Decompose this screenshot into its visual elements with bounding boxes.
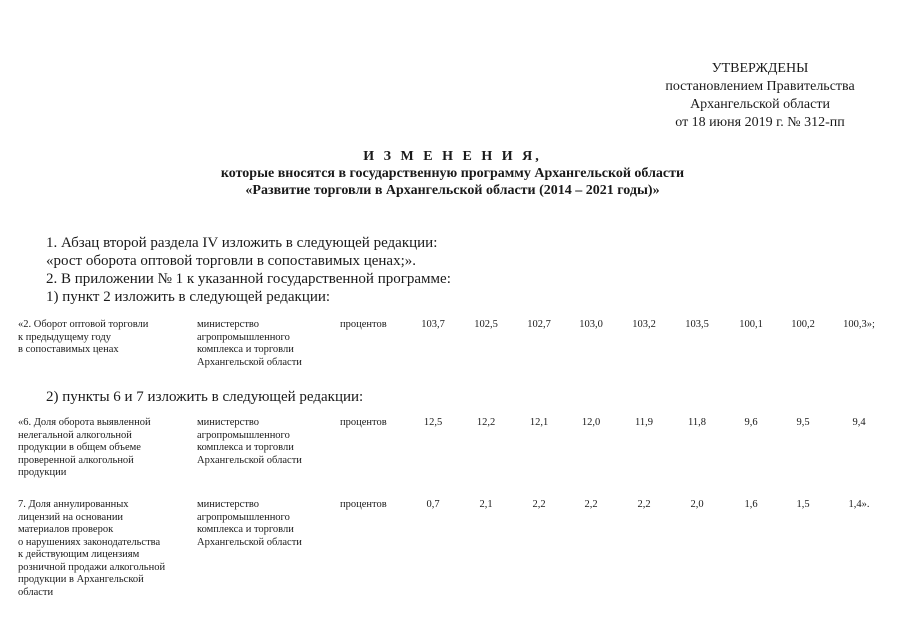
indicator-name-line: розничной продажи алкогольной xyxy=(18,561,166,573)
ministry-line: министерство xyxy=(197,417,260,428)
paragraph: 2) пункты 6 и 7 изложить в следующей редакции: xyxy=(46,389,364,405)
value-cell: 9,4 xyxy=(852,417,866,428)
paragraph: 1. Абзац второй раздела IV изложить в следующей редакции: xyxy=(46,235,438,251)
value-cell: 12,1 xyxy=(529,417,549,428)
value-cell: 1,4». xyxy=(848,499,870,510)
approval-date-number: от 18 июня 2019 г. № 312-пп xyxy=(675,115,845,130)
title-main: И З М Е Н Е Н И Я, xyxy=(363,149,542,164)
ministry-line: министерство xyxy=(197,319,260,330)
unit: процентов xyxy=(340,319,387,330)
title-subline: которые вносятся в государственную программу Архангельской области xyxy=(220,166,685,181)
value-cell: 102,7 xyxy=(527,319,551,330)
indicator-name-line: продукции xyxy=(18,467,67,478)
indicator-name-line: к действующим лицензиям xyxy=(18,549,140,560)
indicator-name-line: области xyxy=(18,586,54,598)
value-cell: 1,6 xyxy=(744,499,758,510)
approval-line: Архангельской области xyxy=(690,97,830,112)
unit: процентов xyxy=(340,499,387,510)
document-title xyxy=(0,148,905,199)
approval-stamp xyxy=(640,60,880,132)
value-cell: 103,5 xyxy=(685,319,709,330)
indicator-name-line: лицензий на основании xyxy=(18,511,124,523)
value-cell: 100,3»; xyxy=(843,319,875,330)
indicator-name xyxy=(18,499,198,599)
ministry-line: Архангельской области xyxy=(197,536,302,548)
value-cell: 2,2 xyxy=(584,499,598,510)
value-cell: 2,1 xyxy=(479,499,493,510)
value-cell: 103,7 xyxy=(421,319,445,330)
paragraph: «рост оборота оптовой торговли в сопоставимых ценах;». xyxy=(46,253,417,269)
ministry-line: Архангельской области xyxy=(197,454,302,466)
ministry-line: агропромышленного xyxy=(197,331,290,343)
responsible-ministry xyxy=(197,417,337,467)
ministry-line: комплекса и торговли xyxy=(197,344,294,355)
ministry-line: комплекса и торговли xyxy=(197,524,294,535)
indicator-name xyxy=(18,417,198,480)
value-cell: 2,0 xyxy=(690,499,704,510)
value-cell: 103,2 xyxy=(632,319,656,330)
indicator-name-line: продукции в общем объеме xyxy=(18,442,141,453)
ministry-line: комплекса и торговли xyxy=(197,442,294,453)
indicator-name xyxy=(18,319,198,357)
value-cell: 2,2 xyxy=(532,499,546,510)
ministry-line: агропромышленного xyxy=(197,511,290,523)
indicator-name-line: продукции в Архангельской xyxy=(18,574,144,585)
indicator-name-line: в сопоставимых ценах xyxy=(18,344,119,355)
title-program-name: «Развитие торговли в Архангельской области (2014 – 2021 годы)» xyxy=(245,183,660,198)
paragraph: 2. В приложении № 1 к указанной государственной программе: xyxy=(46,271,451,287)
value-cell: 2,2 xyxy=(637,499,651,510)
value-cell: 11,8 xyxy=(688,417,706,428)
value-cell: 11,9 xyxy=(635,417,653,428)
indicator-name-line: материалов проверок xyxy=(18,524,114,535)
ministry-line: министерство xyxy=(197,499,260,510)
indicator-name-line: проверенной алкогольной xyxy=(18,454,134,466)
value-cell: 0,7 xyxy=(426,499,440,510)
approval-line: постановлением Правительства xyxy=(665,79,855,94)
indicator-name-line: к предыдущему году xyxy=(18,331,111,343)
indicator-name-line: «2. Оборот оптовой торговли xyxy=(18,319,149,330)
indicator-name-line: о нарушениях законодательства xyxy=(18,536,161,548)
value-cell: 103,0 xyxy=(579,319,603,330)
indicator-name-line: 7. Доля аннулированных xyxy=(18,499,129,510)
unit: процентов xyxy=(340,417,387,428)
ministry-line: Архангельской области xyxy=(197,356,302,368)
value-cell: 9,6 xyxy=(744,417,758,428)
value-cell: 100,2 xyxy=(791,319,815,330)
value-cell: 1,5 xyxy=(796,499,810,510)
value-cell: 12,2 xyxy=(476,417,496,428)
ministry-line: агропромышленного xyxy=(197,429,290,441)
responsible-ministry xyxy=(197,319,337,369)
value-cell: 12,5 xyxy=(423,417,443,428)
responsible-ministry xyxy=(197,499,337,549)
value-cell: 9,5 xyxy=(796,417,810,428)
indicator-name-line: нелегальной алкогольной xyxy=(18,429,132,441)
value-cell: 12,0 xyxy=(581,417,601,428)
indicator-name-line: «6. Доля оборота выявленной xyxy=(18,417,151,428)
value-cell: 100,1 xyxy=(739,319,763,330)
approval-heading: УТВЕРЖДЕНЫ xyxy=(711,61,809,76)
paragraph: 1) пункт 2 изложить в следующей редакции: xyxy=(46,289,331,305)
value-cell: 102,5 xyxy=(474,319,498,330)
